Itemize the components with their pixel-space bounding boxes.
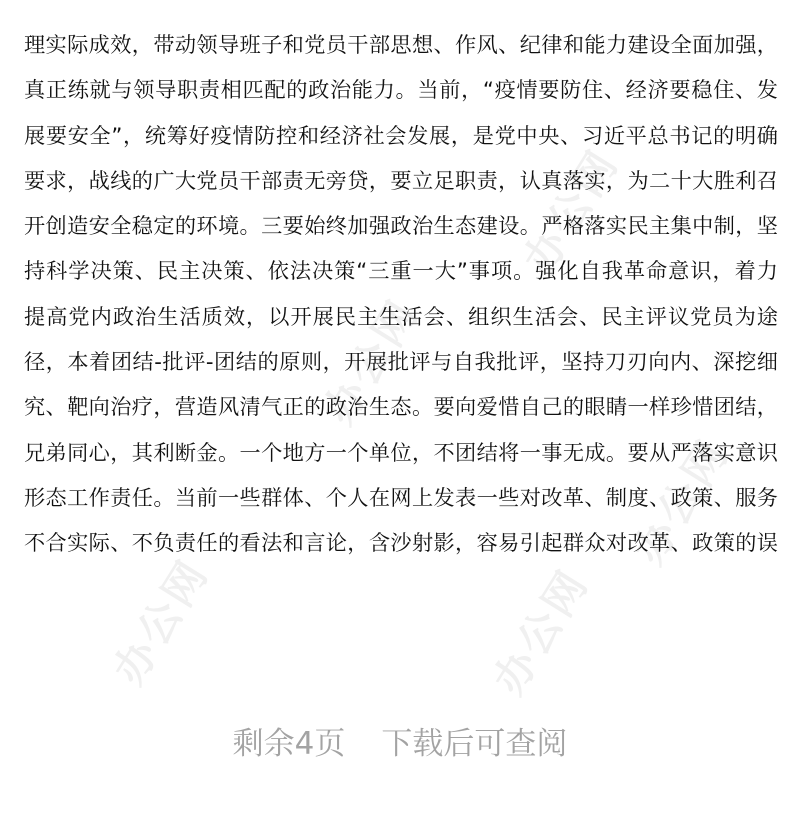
watermark-text: 办公网 — [103, 549, 219, 693]
download-hint-label: 下载后可查阅 — [381, 726, 568, 762]
text-line: 展要安全”，统筹好疫情防控和经济社会发展，是党中央、习近平总书记的明确 — [24, 122, 778, 148]
text-line: 形态工作责任。当前一些群体、个人在网上发表一些对改革、制度、政策、服务 — [24, 484, 778, 510]
watermark-text: 办公网 — [483, 559, 599, 703]
text-line: 不合实际、不负责任的看法和言论，含沙射影，容易引起群众对改革、政策的误 — [24, 530, 778, 556]
text-line: 理实际成效，带动领导班子和党员干部思想、作风、纪律和能力建设全面加强， — [24, 32, 778, 57]
watermark-text: 办公网 — [513, 139, 629, 283]
watermark-text: 办公网 — [623, 429, 739, 573]
text-line: 究、靶向治疗，营造风清气正的政治生态。要向爱惜自己的眼睛一样珍惜团结， — [24, 394, 778, 420]
text-line: 要求，战线的广大党员干部责无旁贷，要立足职责，认真落实，为二十大胜利召 — [24, 167, 778, 193]
remaining-pages-notice[interactable] — [0, 718, 800, 763]
remaining-pages-label: 剩余4页 — [232, 726, 346, 762]
text-line: 径，本着团结-批评-团结的原则，开展批评与自我批评，坚持刀刃向内、深挖细 — [24, 349, 778, 375]
text-line: 真正练就与领导职责相匹配的政治能力。当前，“疫情要防住、经济要稳住、发 — [24, 77, 778, 103]
watermark-text: 办公网 — [313, 289, 429, 433]
text-line: 持科学决策、民主决策、依法决策“三重一大”事项。强化自我革命意识，着力 — [24, 258, 778, 284]
text-line: 提高党内政治生活质效，以开展民主生活会、组织生活会、民主评议党员为途 — [24, 303, 778, 329]
document-body — [24, 22, 778, 566]
text-line: 开创造安全稳定的环境。三要始终加强政治生态建设。严格落实民主集中制，坚 — [24, 213, 778, 239]
text-line: 兄弟同心，其利断金。一个地方一个单位，不团结将一事无成。要从严落实意识 — [24, 439, 778, 465]
